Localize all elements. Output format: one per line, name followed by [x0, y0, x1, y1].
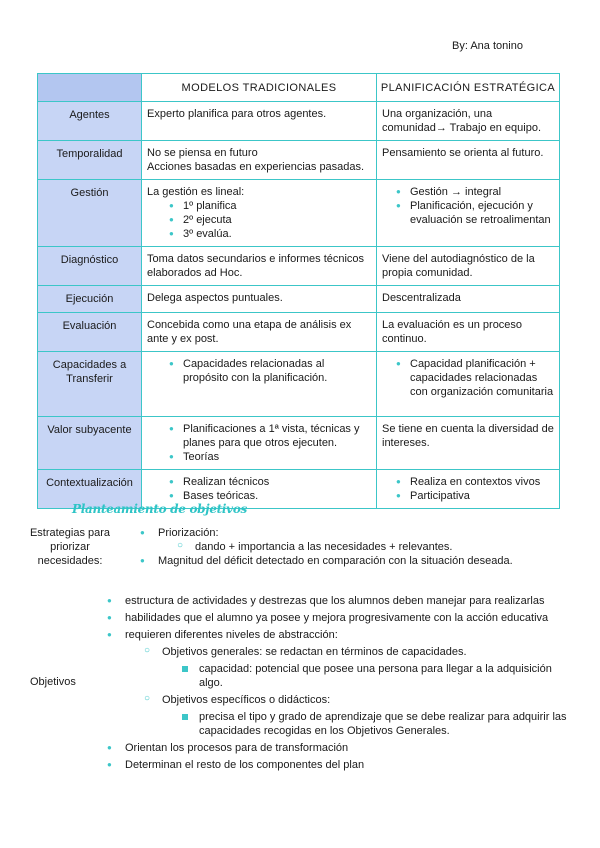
trad-cell: [142, 313, 377, 352]
list-item: ● Determinan el resto de los componentes del plan: [125, 758, 585, 772]
bullet-list: [147, 475, 371, 503]
list-item: ● Realizan técnicos: [169, 475, 371, 489]
bullet-list: [382, 475, 554, 503]
list-item: ● Capacidad planificación + capacidades relacionadas con organización comunitaria: [396, 357, 554, 399]
cell-text: Concebida como una etapa de análisis ex ante y ex post.: [147, 319, 352, 345]
list-item: precisa el tipo y grado de aprendizaje que se debe realizar para adquirir las: [199, 710, 585, 724]
bullet-list: [147, 422, 371, 464]
list-item: ○ Objetivos generales: se redactan en términos de capacidades.: [162, 645, 585, 659]
estrategias-list: [158, 526, 578, 568]
cell-text: La gestión es lineal:: [147, 186, 245, 198]
estr-cell: [377, 417, 560, 470]
row-label: Capacidades a Transferir: [38, 352, 142, 417]
estr-cell: [377, 313, 560, 352]
trad-cell: [142, 286, 377, 313]
list-item: ● 3º evalúa.: [169, 227, 371, 241]
table-row-gestion: [38, 180, 560, 247]
trad-cell: [142, 180, 377, 247]
list-item: ● requieren diferentes niveles de abstracción:: [125, 628, 585, 642]
estr-cell: [377, 247, 560, 286]
table-row-valor-subyacente: [38, 417, 560, 470]
list-item: ● Participativa: [396, 489, 554, 503]
header-planificacion-estrategica: PLANIFICACIÓN ESTRATÉGICA: [377, 74, 560, 102]
objetivos-label: Objetivos: [30, 676, 76, 688]
estrategias-label: Estrategias para priorizar necesidades:: [29, 527, 111, 567]
table-row-capacidades: [38, 352, 560, 417]
trad-cell: [142, 141, 377, 180]
table-row-agentes: [38, 102, 560, 141]
cell-text: Acciones basadas en experiencias pasadas.: [147, 161, 365, 173]
estr-cell: [377, 470, 560, 509]
cell-text: Viene del autodiagnóstico de la propia comunidad.: [382, 253, 535, 279]
row-label: Temporalidad: [38, 141, 142, 180]
table-header-row: [38, 74, 560, 102]
cell-text: Pensamiento se orienta al futuro.: [382, 147, 544, 159]
objetivos-list: [125, 594, 585, 772]
list-item: ● Bases teóricas.: [169, 489, 371, 503]
cell-text: No se piensa en futuro: [147, 147, 258, 159]
cell-text: Experto planifica para otros agentes.: [147, 108, 327, 120]
trad-cell: [142, 417, 377, 470]
header-blank-cell: [38, 74, 142, 102]
row-label: Ejecución: [38, 286, 142, 313]
bullet-list: [382, 357, 554, 399]
author-credit: By: Ana tonino: [452, 40, 523, 52]
list-item: ● Gestión → integral: [396, 185, 554, 199]
table-row-ejecucion: [38, 286, 560, 313]
cell-text: La evaluación es un proceso continuo.: [382, 319, 523, 345]
list-item: capacidad: potencial que posee una persona para llegar a la adquisición: [199, 662, 585, 676]
list-item-continuation: capacidades recogidas en los Objetivos Generales.: [199, 725, 450, 737]
estr-cell: [377, 180, 560, 247]
estr-cell: [377, 102, 560, 141]
cell-text: Toma datos secundarios e informes técnicos elaborados ad Hoc.: [147, 253, 365, 279]
cell-text: Delega aspectos puntuales.: [147, 292, 283, 304]
section-heading: Planteamiento de objetivos: [72, 502, 247, 516]
trad-cell: [142, 247, 377, 286]
table-row-temporalidad: [38, 141, 560, 180]
trad-cell: [142, 352, 377, 417]
list-item: ● Planificaciones a 1ª vista, técnicas y planes para que otros ejecuten.: [169, 422, 371, 450]
list-item: ● Capacidades relacionadas al propósito con la planificación.: [169, 357, 371, 385]
table-row-evaluacion: [38, 313, 560, 352]
trad-cell: [142, 102, 377, 141]
comparison-table: [37, 73, 560, 509]
list-item: ○ Objetivos específicos o didácticos:: [162, 693, 585, 707]
row-label: Contextualización: [38, 470, 142, 509]
estr-cell: [377, 141, 560, 180]
list-item: ● Orientan los procesos para de transformación: [125, 741, 585, 755]
list-item: ● estructura de actividades y destrezas que los alumnos deben manejar para realizarlas: [125, 594, 585, 608]
estr-cell: [377, 286, 560, 313]
cell-text: Una organización, una comunidad→ Trabajo en equipo.: [382, 108, 541, 134]
list-item: ● 2º ejecuta: [169, 213, 371, 227]
row-label: Valor subyacente: [38, 417, 142, 470]
row-label: Gestión: [38, 180, 142, 247]
list-item-continuation: algo.: [199, 677, 223, 689]
list-item: ○ dando + importancia a las necesidades + relevantes.: [195, 540, 578, 554]
bullet-list: [382, 185, 554, 227]
list-item: ● Priorización:: [158, 526, 578, 540]
row-label: Agentes: [38, 102, 142, 141]
row-label: Diagnóstico: [38, 247, 142, 286]
cell-text: Descentralizada: [382, 292, 461, 304]
cell-text: Se tiene en cuenta la diversidad de intereses.: [382, 423, 554, 449]
list-item: ● Magnitud del déficit detectado en comparación con la situación deseada.: [158, 554, 578, 568]
bullet-list: [147, 357, 371, 385]
list-item: ● Planificación, ejecución y evaluación se retroalimentan: [396, 199, 554, 227]
list-item: ● habilidades que el alumno ya posee y mejora progresivamente con la acción educativa: [125, 611, 585, 625]
list-item: ● Realiza en contextos vivos: [396, 475, 554, 489]
row-label: Evaluación: [38, 313, 142, 352]
list-item: ● Teorías: [169, 450, 371, 464]
header-modelos-tradicionales: MODELOS TRADICIONALES: [142, 74, 377, 102]
table-row-diagnostico: [38, 247, 560, 286]
list-item: ● 1º planifica: [169, 199, 371, 213]
estr-cell: [377, 352, 560, 417]
bullet-list: [147, 199, 371, 241]
